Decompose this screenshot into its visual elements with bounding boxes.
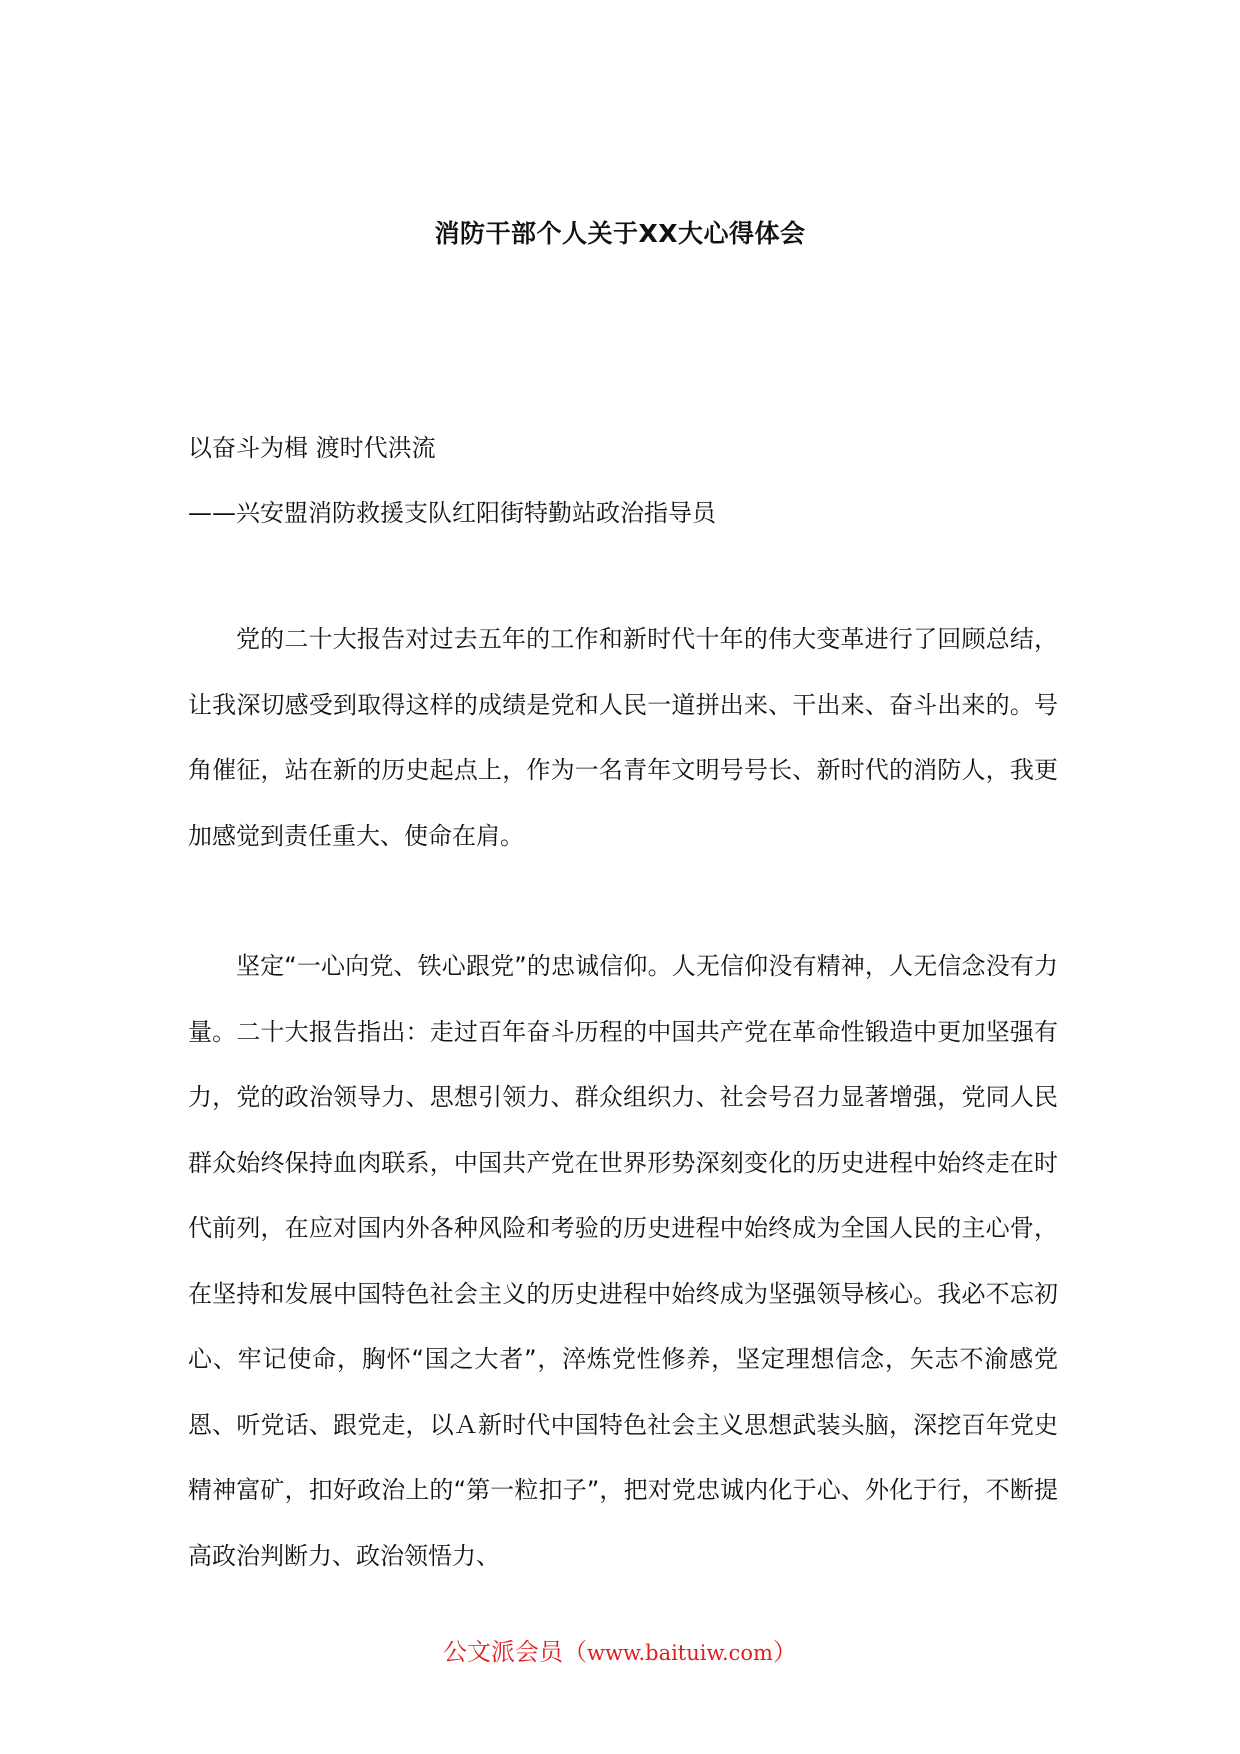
footer-brand: 公文派会员（ — [443, 1638, 588, 1666]
document-title: 消防干部个人关于XX大心得体会 — [434, 219, 806, 248]
footer-watermark — [0, 1632, 1240, 1667]
author-line: ——兴安盟消防救援支队红阳街特勤站政治指导员 — [188, 499, 716, 527]
footer-url: www.baituiw.com — [587, 1641, 773, 1665]
body-paragraph: 党的二十大报告对过去五年的工作和新时代十年的伟大变革进行了回顾总结，让我深切感受到取得这样的成绩是党和人民一道拼出来、干出来、奋斗出来的。号角催征，站在新的历史起点上，作为一名青年文明号号长、新时代的消防人，我更加感觉到责任重大、使命在肩。 — [188, 625, 1058, 850]
footer-close: ） — [772, 1638, 797, 1666]
section-subtitle: 以奋斗为楫 渡时代洪流 — [188, 434, 436, 462]
body-paragraph: 坚定“一心向党、铁心跟党”的忠诚信仰。人无信仰没有精神，人无信念没有力量。二十大报告指出：走过百年奋斗历程的中国共产党在革命性锻造中更加坚强有力，党的政治领导力、思想引领力、群众组织力、社会号召力显著增强，党同人民群众始终保持血肉联系，中国共产党在世界形势深刻变化的历史进程中始终走在时代前列，在应对国内外各种风险和考验的历史进程中始终成为全国人民的主心骨，在坚持和发展中国特色社会主义的历史进程中始终成为坚强领导核心。我必不忘初心、牢记使命，胸怀“国之大者”，淬炼党性修养，坚定理想信念，矢志不渝感党恩、听党话、跟党走，以Ａ新时代中国特色社会主义思想武装头脑，深挖百年党史精神富矿，扣好政治上的“第一粒扣子”，把对党忠诚内化于心、外化于行，不断提高政治判断力、政治领悟力、 — [188, 952, 1058, 1570]
